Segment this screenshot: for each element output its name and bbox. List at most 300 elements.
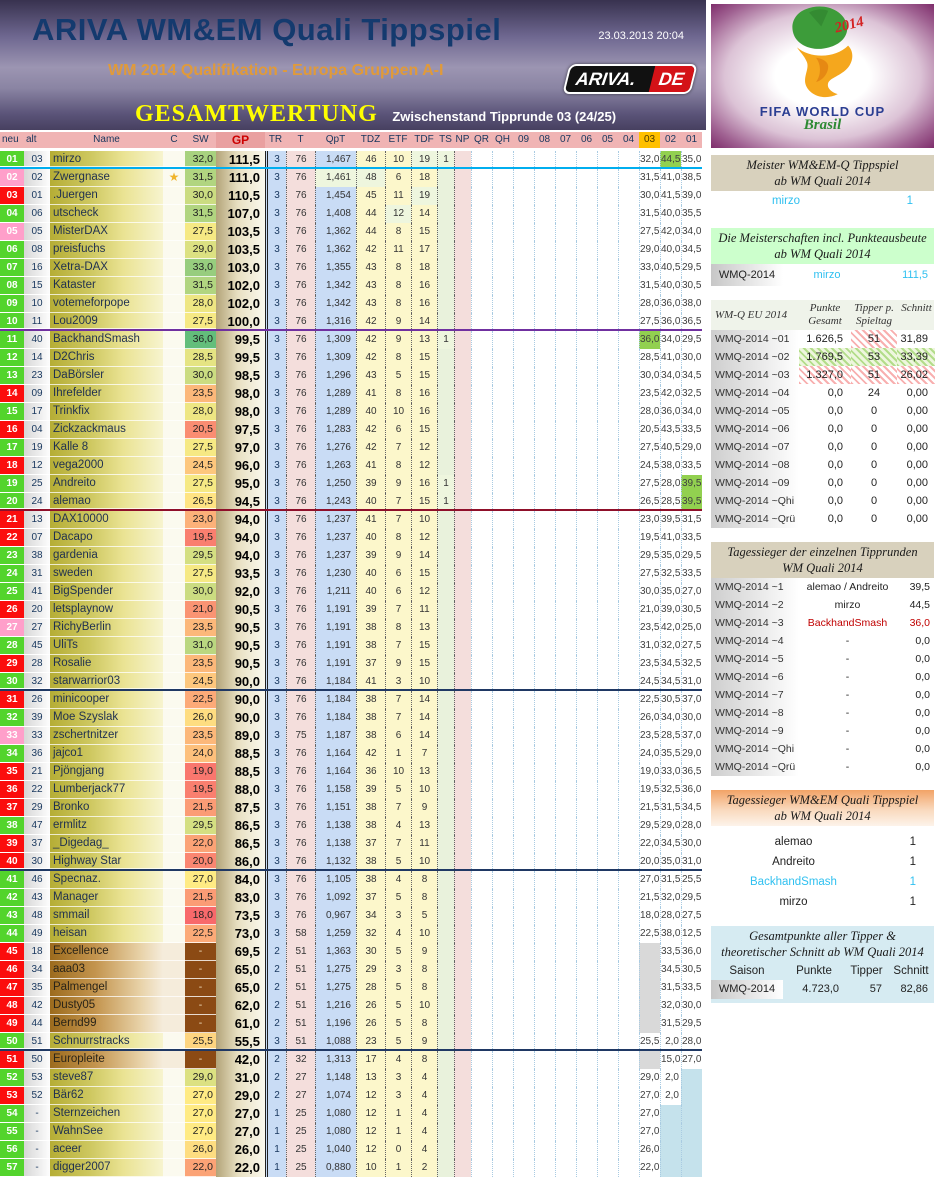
stat-np (454, 187, 471, 205)
stat-qpt: 1,105 (315, 871, 356, 889)
round-empty (618, 205, 639, 223)
round-empty (471, 1141, 492, 1159)
round-empty (471, 367, 492, 385)
stat-tdf: 4 (411, 1069, 437, 1087)
stat-etf: 9 (385, 313, 411, 329)
table-row (0, 151, 702, 169)
rank-old: 03 (24, 151, 50, 167)
round-empty (534, 961, 555, 979)
round-empty (576, 655, 597, 673)
round-empty (618, 457, 639, 475)
round-01-points: 27,0 (681, 583, 702, 601)
rank-old: 29 (24, 799, 50, 817)
table-row (0, 961, 702, 979)
round-empty (555, 655, 576, 673)
round-empty (618, 1069, 639, 1087)
round-01-points: 33,5 (681, 421, 702, 439)
c-cell (163, 1015, 185, 1033)
stat-ts (437, 1033, 454, 1049)
round-empty (597, 331, 618, 349)
stat-t: 51 (286, 979, 315, 997)
round-empty (513, 691, 534, 709)
rank-old: 30 (24, 853, 50, 869)
stat-qpt: 1,216 (315, 997, 356, 1015)
stat-tdz: 38 (356, 853, 385, 869)
round-empty (471, 439, 492, 457)
points-total: 99,5 (216, 331, 265, 349)
stat-qpt: 1,454 (315, 187, 356, 205)
stat-tr: 3 (265, 277, 286, 295)
rank-new: 16 (0, 421, 24, 439)
stat-t: 76 (286, 817, 315, 835)
stat-tdf: 8 (411, 871, 437, 889)
round-empty (513, 853, 534, 869)
round-empty (534, 187, 555, 205)
round-empty (471, 511, 492, 529)
round-average: 31,89 (900, 333, 928, 345)
stat-tr: 3 (265, 907, 286, 925)
round-empty (597, 277, 618, 295)
table-row (0, 817, 702, 835)
stat-tdf: 4 (411, 1087, 437, 1105)
round-empty (471, 421, 492, 439)
stat-ts (437, 457, 454, 475)
player-name: Manager (50, 889, 163, 907)
round-03-points: 26,5 (639, 493, 660, 509)
round-winner-label: WMQ-2014 ~3 (711, 614, 799, 632)
player-name: BigSpender (50, 583, 163, 601)
round-winner-name: mirzo (834, 599, 861, 611)
round-empty (618, 493, 639, 509)
round-empty (618, 871, 639, 889)
round-stats-row (711, 474, 934, 492)
round-average: 33,39 (897, 348, 935, 366)
round-empty (492, 277, 513, 295)
stat-tdz: 45 (356, 187, 385, 205)
round-empty (618, 889, 639, 907)
round-empty (555, 1051, 576, 1069)
round-empty (471, 475, 492, 493)
stat-ts (437, 1069, 454, 1087)
stat-etf: 5 (385, 1033, 411, 1049)
round-empty (555, 673, 576, 689)
round-03-points: 26,0 (639, 709, 660, 727)
round-empty (618, 277, 639, 295)
points-total: 94,0 (216, 511, 265, 529)
rank-new: 51 (0, 1051, 24, 1069)
section-title-line (135, 101, 616, 128)
round-01-points: 29,5 (681, 331, 702, 349)
stat-np (454, 727, 471, 745)
stat-qpt: 1,237 (315, 511, 356, 529)
round-empty (471, 1087, 492, 1105)
round-02-points: 15,0 (660, 1051, 681, 1069)
c-cell (163, 187, 185, 205)
points-current-round: 31,5 (185, 277, 216, 295)
round-01-points: 25,5 (681, 871, 702, 889)
round-empty (597, 871, 618, 889)
round-empty (513, 475, 534, 493)
round-empty (534, 799, 555, 817)
stat-etf: 7 (385, 709, 411, 727)
rank-new: 15 (0, 403, 24, 421)
round-empty (471, 403, 492, 421)
round-empty (618, 259, 639, 277)
round-empty (618, 187, 639, 205)
stat-ts (437, 277, 454, 295)
round-empty (597, 151, 618, 167)
stat-tr: 3 (265, 817, 286, 835)
stat-tdf: 15 (411, 223, 437, 241)
round-empty (513, 529, 534, 547)
stat-etf: 7 (385, 637, 411, 655)
rank-old: 46 (24, 871, 50, 889)
stat-ts (437, 313, 454, 329)
rank-old: 13 (24, 511, 50, 529)
rank-new: 20 (0, 493, 24, 509)
player-name: Specnaz. (50, 871, 163, 889)
stat-qpt: 1,275 (315, 961, 356, 979)
stat-t: 76 (286, 439, 315, 457)
points-total: 103,0 (216, 259, 265, 277)
stat-t: 58 (286, 925, 315, 943)
round-empty (618, 619, 639, 637)
rank-new: 49 (0, 1015, 24, 1033)
panel-totals-rows (711, 980, 934, 999)
stat-ts (437, 889, 454, 907)
round-empty (513, 385, 534, 403)
round-empty (555, 421, 576, 439)
table-row (0, 1123, 702, 1141)
player-name: preisfuchs (50, 241, 163, 259)
c-cell (163, 871, 185, 889)
stat-tdz: 43 (356, 259, 385, 277)
stat-etf: 5 (385, 1015, 411, 1033)
rank-old: 31 (24, 565, 50, 583)
round-empty (471, 1033, 492, 1049)
points-total: 98,5 (216, 367, 265, 385)
stat-np (454, 961, 471, 979)
round-empty (534, 385, 555, 403)
table-row (0, 673, 702, 691)
round-empty (618, 385, 639, 403)
rank-new: 08 (0, 277, 24, 295)
stat-etf: 8 (385, 223, 411, 241)
round-empty (513, 241, 534, 259)
stat-t: 76 (286, 493, 315, 509)
stat-tr: 3 (265, 457, 286, 475)
round-winner-score: 0,0 (915, 689, 930, 701)
round-label: WMQ-2014 ~08 (711, 456, 799, 474)
rank-new: 12 (0, 349, 24, 367)
round-02-points: 38,0 (660, 457, 681, 475)
stat-tdf: 7 (411, 745, 437, 763)
round-empty (513, 781, 534, 799)
round-empty (576, 763, 597, 781)
round-empty (471, 763, 492, 781)
round-winner-row (711, 596, 934, 614)
round-01-points: 34,5 (681, 241, 702, 259)
header-banner (0, 0, 706, 130)
round-empty (534, 925, 555, 943)
round-empty (534, 493, 555, 509)
stat-qpt: 1,362 (315, 223, 356, 241)
round-empty (555, 1159, 576, 1177)
points-current-round: - (185, 1051, 216, 1069)
rank-old: 17 (24, 403, 50, 421)
round-empty (555, 1033, 576, 1049)
stat-etf: 1 (385, 745, 411, 763)
stat-ts (437, 817, 454, 835)
stat-ts (437, 205, 454, 223)
round-03-points: 23,5 (639, 385, 660, 403)
stat-qpt: 1,092 (315, 889, 356, 907)
round-empty (618, 727, 639, 745)
round-label: WMQ-2014 ~03 (711, 366, 799, 384)
stat-ts: 1 (437, 331, 454, 349)
round-empty (534, 619, 555, 637)
round-empty (513, 367, 534, 385)
points-current-round: 20,0 (185, 853, 216, 869)
stat-tdz: 26 (356, 997, 385, 1015)
stat-np (454, 907, 471, 925)
player-name: smmail (50, 907, 163, 925)
round-average: 0,00 (906, 423, 928, 435)
stat-np (454, 511, 471, 529)
round-empty (534, 439, 555, 457)
stat-qpt: 1,080 (315, 1105, 356, 1123)
stat-tdf: 11 (411, 835, 437, 853)
round-tippers: 53 (851, 348, 897, 366)
stat-t: 76 (286, 601, 315, 619)
stat-np (454, 601, 471, 619)
round-empty (492, 241, 513, 259)
points-current-round: 27,5 (185, 475, 216, 493)
stat-t: 76 (286, 907, 315, 925)
stat-tdz: 46 (356, 151, 385, 167)
section-title: GESAMTWERTUNG (135, 101, 378, 127)
table-row (0, 709, 702, 727)
round-02-points: 29,0 (660, 817, 681, 835)
round-winner-score: 0,0 (915, 707, 930, 719)
round-03-points: 32,0 (639, 151, 660, 167)
table-row (0, 547, 702, 565)
round-01-points: 29,0 (681, 439, 702, 457)
round-empty (534, 943, 555, 961)
round-empty (555, 907, 576, 925)
round-empty (618, 223, 639, 241)
table-row (0, 727, 702, 745)
c-cell (163, 421, 185, 439)
round-empty (492, 817, 513, 835)
stat-tdz: 42 (356, 331, 385, 349)
rank-old: 14 (24, 349, 50, 367)
stat-tdf: 8 (411, 1015, 437, 1033)
round-empty (576, 943, 597, 961)
table-row (0, 205, 702, 223)
stat-qpt: 1,461 (315, 169, 356, 187)
points-current-round: 22,0 (185, 1159, 216, 1177)
round-01-points: 32,5 (681, 655, 702, 673)
stat-np (454, 1015, 471, 1033)
rank-new: 50 (0, 1033, 24, 1049)
stat-np (454, 799, 471, 817)
round-03-points: 27,0 (639, 1087, 660, 1105)
round-01-points: 33,5 (681, 979, 702, 997)
round-empty (492, 1141, 513, 1159)
stat-ts (437, 871, 454, 889)
points-current-round: 28,0 (185, 295, 216, 313)
round-winner-row (711, 668, 934, 686)
player-name: MisterDAX (50, 223, 163, 241)
total-winner-row (711, 832, 934, 852)
stat-etf: 8 (385, 349, 411, 367)
stat-tdz: 39 (356, 475, 385, 493)
stat-tdz: 10 (356, 1159, 385, 1177)
c-cell (163, 637, 185, 655)
stat-tr: 3 (265, 349, 286, 367)
points-total: 86,0 (216, 853, 265, 869)
round-empty (534, 907, 555, 925)
round-empty (492, 1033, 513, 1049)
column-header-alt: alt (24, 132, 50, 148)
stat-tr: 3 (265, 205, 286, 223)
rank-old: 28 (24, 655, 50, 673)
round-empty (534, 511, 555, 529)
round-empty (555, 1141, 576, 1159)
rank-old: 36 (24, 745, 50, 763)
stat-tdf: 4 (411, 1141, 437, 1159)
round-points: 0,0 (827, 405, 843, 417)
round-empty (555, 331, 576, 349)
round-empty (618, 169, 639, 187)
points-current-round: 27,5 (185, 313, 216, 329)
table-row (0, 835, 702, 853)
stat-ts (437, 745, 454, 763)
round-empty (597, 1141, 618, 1159)
stat-tr: 3 (265, 493, 286, 509)
round-empty (597, 295, 618, 313)
round-empty (576, 637, 597, 655)
player-name: .Juergen (50, 187, 163, 205)
points-total: 97,0 (216, 439, 265, 457)
round-02-points: 32,0 (660, 637, 681, 655)
panel-meister-rows (711, 191, 934, 211)
stat-np (454, 205, 471, 223)
stat-ts: 1 (437, 493, 454, 509)
round-03-points: 27,5 (639, 565, 660, 583)
points-total: 65,0 (216, 961, 265, 979)
round-03-points: 27,0 (639, 1105, 660, 1123)
table-row (0, 187, 702, 205)
round-empty (576, 295, 597, 313)
round-empty (618, 799, 639, 817)
points-current-round: 21,0 (185, 601, 216, 619)
round-empty (492, 925, 513, 943)
stat-tdf: 4 (411, 1123, 437, 1141)
rank-old: 20 (24, 601, 50, 619)
rank-old: 11 (24, 313, 50, 329)
rounds-header-punkte: Punkte Gesamt (808, 302, 842, 327)
stat-np (454, 331, 471, 349)
round-01-points: 34,5 (681, 367, 702, 385)
totals-row (711, 980, 934, 999)
table-row (0, 403, 702, 421)
round-empty (471, 151, 492, 167)
c-cell (163, 997, 185, 1015)
points-current-round: 24,5 (185, 673, 216, 689)
stat-t: 76 (286, 259, 315, 277)
total-winner-name: alemao (774, 836, 813, 848)
rank-new: 32 (0, 709, 24, 727)
points-current-round: 26,0 (185, 1141, 216, 1159)
round-03-points: 25,5 (639, 1033, 660, 1049)
round-winner-row (711, 632, 934, 650)
stat-qpt: 1,309 (315, 349, 356, 367)
round-01-points: 34,5 (681, 799, 702, 817)
round-empty (492, 331, 513, 349)
round-empty (597, 367, 618, 385)
round-empty (576, 1015, 597, 1033)
round-01-points: 30,5 (681, 961, 702, 979)
points-total: 73,0 (216, 925, 265, 943)
stat-t: 76 (286, 835, 315, 853)
round-empty (492, 187, 513, 205)
round-02-points: 42,0 (660, 385, 681, 403)
stat-t: 76 (286, 709, 315, 727)
stat-np (454, 979, 471, 997)
panel-meisterschaften (711, 228, 934, 286)
round-02-points (660, 1159, 681, 1177)
stat-tdf: 10 (411, 673, 437, 689)
round-02-points: 28,0 (660, 907, 681, 925)
points-total: 92,0 (216, 583, 265, 601)
round-empty (576, 583, 597, 601)
column-header-neu: neu (0, 132, 24, 148)
round-empty (492, 511, 513, 529)
c-cell (163, 943, 185, 961)
stat-qpt: 1,276 (315, 439, 356, 457)
round-empty (618, 979, 639, 997)
panel-totals-title2: theoretischer Schnitt ab WM Quali 2014 (721, 945, 924, 959)
stat-np (454, 241, 471, 259)
round-empty (555, 781, 576, 799)
round-empty (534, 547, 555, 565)
round-empty (618, 925, 639, 943)
round-empty (597, 403, 618, 421)
player-name: Lou2009 (50, 313, 163, 329)
stat-tr: 3 (265, 799, 286, 817)
points-current-round: 27,0 (185, 871, 216, 889)
round-average: 0,00 (906, 513, 928, 525)
rank-old: 25 (24, 475, 50, 493)
stat-tdz: 40 (356, 493, 385, 509)
round-empty (492, 727, 513, 745)
table-row (0, 511, 702, 529)
round-empty (618, 961, 639, 979)
round-03-points: 27,0 (639, 871, 660, 889)
stat-t: 76 (286, 547, 315, 565)
round-empty (513, 889, 534, 907)
ariva-logo-de: DE (657, 69, 686, 89)
stat-tdf: 9 (411, 1033, 437, 1049)
round-empty (618, 475, 639, 493)
points-total: 27,0 (216, 1105, 265, 1123)
stat-tdz: 48 (356, 169, 385, 187)
stat-t: 25 (286, 1159, 315, 1177)
round-empty (576, 871, 597, 889)
round-01-points: 35,0 (681, 151, 702, 167)
